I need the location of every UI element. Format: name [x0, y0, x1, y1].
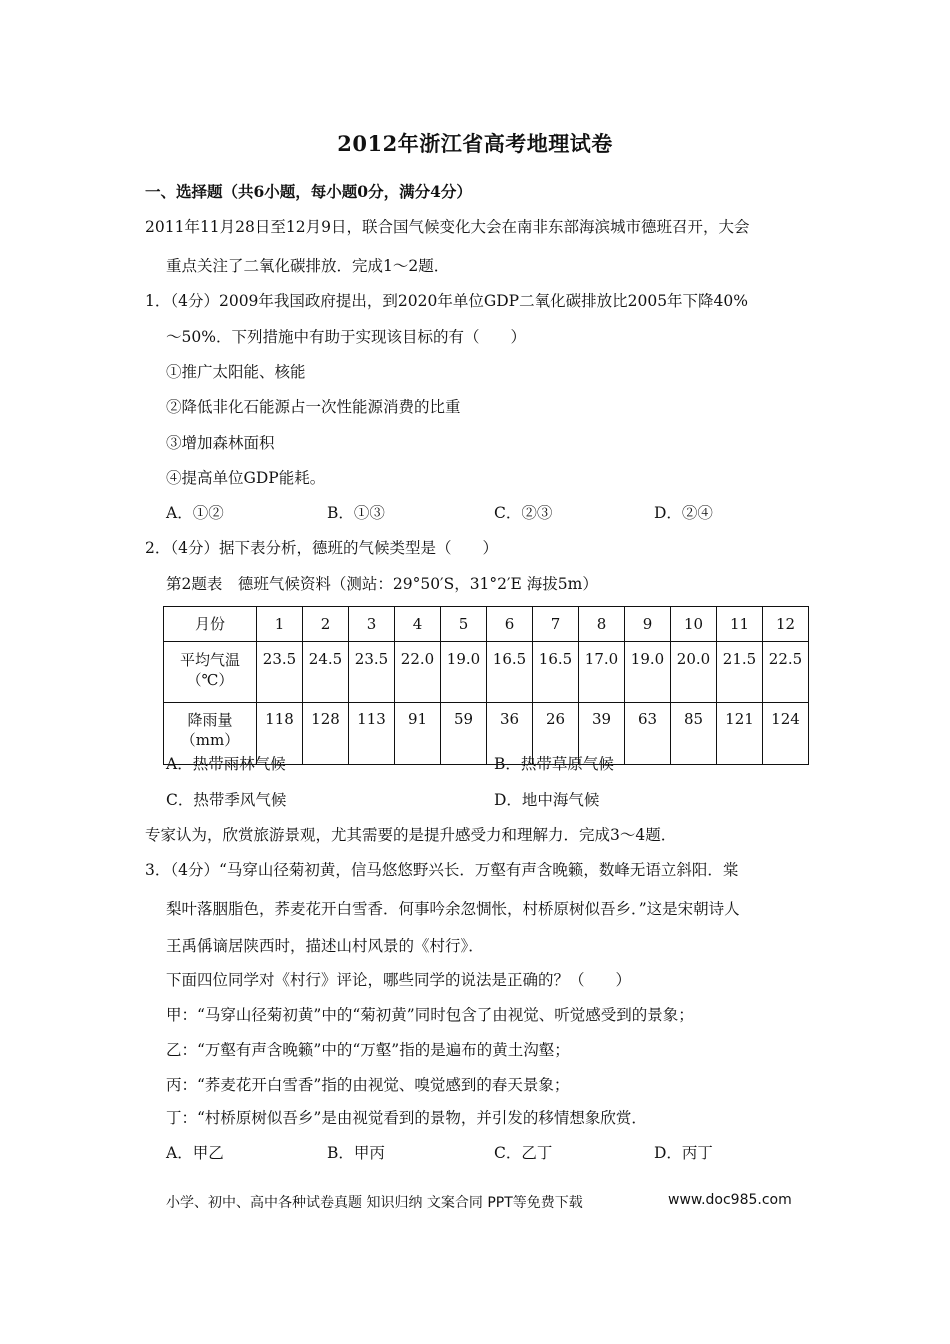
temperature-cell: 19.0: [441, 642, 487, 703]
table-row-temperature: [164, 642, 809, 703]
month-cell: 7: [533, 607, 579, 642]
page-footer: [166, 1192, 792, 1212]
month-cell: 12: [763, 607, 809, 642]
months-header: 月份: [164, 607, 257, 642]
q2-option-c[interactable]: C．热带季风气候: [166, 791, 287, 809]
month-cell: 9: [625, 607, 671, 642]
q1-option-c[interactable]: C．②③: [494, 504, 553, 522]
section-heading: 一、选择题（共6小题，每小题0分，满分4分）: [145, 182, 472, 201]
q3-stem-line-2: 梨叶落胭脂色，荞麦花开白雪香．何事吟余忽惆怅，村桥原树似吾乡．”这是宋朝诗人: [166, 900, 740, 918]
month-cell: 1: [257, 607, 303, 642]
temperature-cell: 16.5: [487, 642, 533, 703]
rainfall-cell: 113: [349, 703, 395, 765]
month-cell: 2: [303, 607, 349, 642]
month-cell: 11: [717, 607, 763, 642]
q3-stem-line-4: 下面四位同学对《村行》评论，哪些同学的说法是正确的？（ ）: [166, 971, 632, 989]
rainfall-cell: 59: [441, 703, 487, 765]
rainfall-cell: 124: [763, 703, 809, 765]
rainfall-cell: 26: [533, 703, 579, 765]
rainfall-header-label: 降雨量: [187, 711, 233, 729]
q2-option-b[interactable]: B．热带草原气候: [494, 755, 614, 773]
rainfall-cell: 91: [395, 703, 441, 765]
q1-stem-line-2: ～50%．下列措施中有助于实现该目标的有（ ）: [166, 328, 526, 346]
q2-option-d[interactable]: D．地中海气候: [494, 791, 600, 809]
month-cell: 10: [671, 607, 717, 642]
q3-option-b[interactable]: B．甲丙: [327, 1144, 385, 1162]
temperature-cell: 20.0: [671, 642, 717, 703]
footer-url-link[interactable]: www.doc985.com: [668, 1192, 792, 1208]
q3-stem-line-3: 王禹偁谪居陕西时，描述山村风景的《村行》．: [166, 937, 484, 955]
temperature-cell: 22.0: [395, 642, 441, 703]
q3-statement-yi: 乙：“万壑有声含晚籁”中的“万壑”指的是遍布的黄土沟壑；: [166, 1041, 570, 1059]
month-cell: 8: [579, 607, 625, 642]
q2-option-a[interactable]: A．热带雨林气候: [166, 755, 286, 773]
temperature-cell: 23.5: [257, 642, 303, 703]
q1-option-d[interactable]: D．②④: [654, 504, 713, 522]
q3-statement-bing: 丙：“荞麦花开白雪香”指的由视觉、嗅觉感到的春天景象；: [166, 1076, 570, 1094]
q1-item-1: ①推广太阳能、核能: [166, 363, 306, 381]
temperature-cell: 19.0: [625, 642, 671, 703]
climate-table: [163, 606, 809, 765]
table-caption: 第2题表 德班气候资料（测站：29°50′S，31°2′E 海拔5m）: [166, 575, 598, 593]
q3-statement-ding: 丁：“村桥原树似吾乡”是由视觉看到的景物，并引发的移情想象欣赏．: [166, 1109, 647, 1127]
rainfall-cell: 128: [303, 703, 349, 765]
temperature-cell: 23.5: [349, 642, 395, 703]
rainfall-cell: 36: [487, 703, 533, 765]
temperature-cell: 17.0: [579, 642, 625, 703]
table-row-months: [164, 607, 809, 642]
rainfall-cell: 121: [717, 703, 763, 765]
temperature-cell: 24.5: [303, 642, 349, 703]
q3-stem-line-1: 3．（4分）“马穿山径菊初黄，信马悠悠野兴长．万壑有声含晚籁，数峰无语立斜阳．棠: [145, 861, 739, 879]
rainfall-cell: 63: [625, 703, 671, 765]
intro-1-line-2: 重点关注了二氧化碳排放．完成1～2题．: [166, 257, 450, 275]
q1-item-2: ②降低非化石能源占一次性能源消费的比重: [166, 398, 461, 416]
temperature-header-unit: （℃）: [186, 671, 234, 689]
intro-2: 专家认为，欣赏旅游景观，尤其需要的是提升感受力和理解力．完成3～4题．: [145, 826, 677, 844]
temperature-cell: 22.5: [763, 642, 809, 703]
page-title: 2012年浙江省高考地理试卷: [337, 131, 613, 156]
footer-text: 小学、初中、高中各种试卷真题 知识归纳 文案合同 PPT等免费下载: [166, 1195, 583, 1211]
month-cell: 4: [395, 607, 441, 642]
intro-1-line-1: 2011年11月28日至12月9日，联合国气候变化大会在南非东部海滨城市德班召开，大会: [145, 218, 750, 236]
q1-stem-line-1: 1．（4分）2009年我国政府提出，到2020年单位GDP二氧化碳排放比2005年下降40%: [145, 292, 749, 310]
q3-option-c[interactable]: C．乙丁: [494, 1144, 553, 1162]
temperature-cell: 16.5: [533, 642, 579, 703]
temperature-header: [164, 642, 257, 703]
q1-item-3: ③增加森林面积: [166, 434, 275, 452]
rainfall-cell: 118: [257, 703, 303, 765]
month-cell: 5: [441, 607, 487, 642]
rainfall-cell: 85: [671, 703, 717, 765]
temperature-cell: 21.5: [717, 642, 763, 703]
q1-option-b[interactable]: B．①③: [327, 504, 385, 522]
rainfall-header-unit: （mm）: [180, 731, 240, 749]
q3-option-d[interactable]: D．丙丁: [654, 1144, 713, 1162]
q1-item-4: ④提高单位GDP能耗。: [166, 469, 326, 487]
q3-option-a[interactable]: A．甲乙: [166, 1144, 224, 1162]
q1-option-a[interactable]: A．①②: [166, 504, 224, 522]
q2-stem: 2．（4分）据下表分析，德班的气候类型是（ ）: [145, 539, 498, 557]
q3-statement-jia: 甲：“马穿山径菊初黄”中的“菊初黄”同时包含了由视觉、听觉感受到的景象；: [166, 1006, 694, 1024]
temperature-header-label: 平均气温: [179, 651, 240, 669]
month-cell: 6: [487, 607, 533, 642]
rainfall-cell: 39: [579, 703, 625, 765]
month-cell: 3: [349, 607, 395, 642]
